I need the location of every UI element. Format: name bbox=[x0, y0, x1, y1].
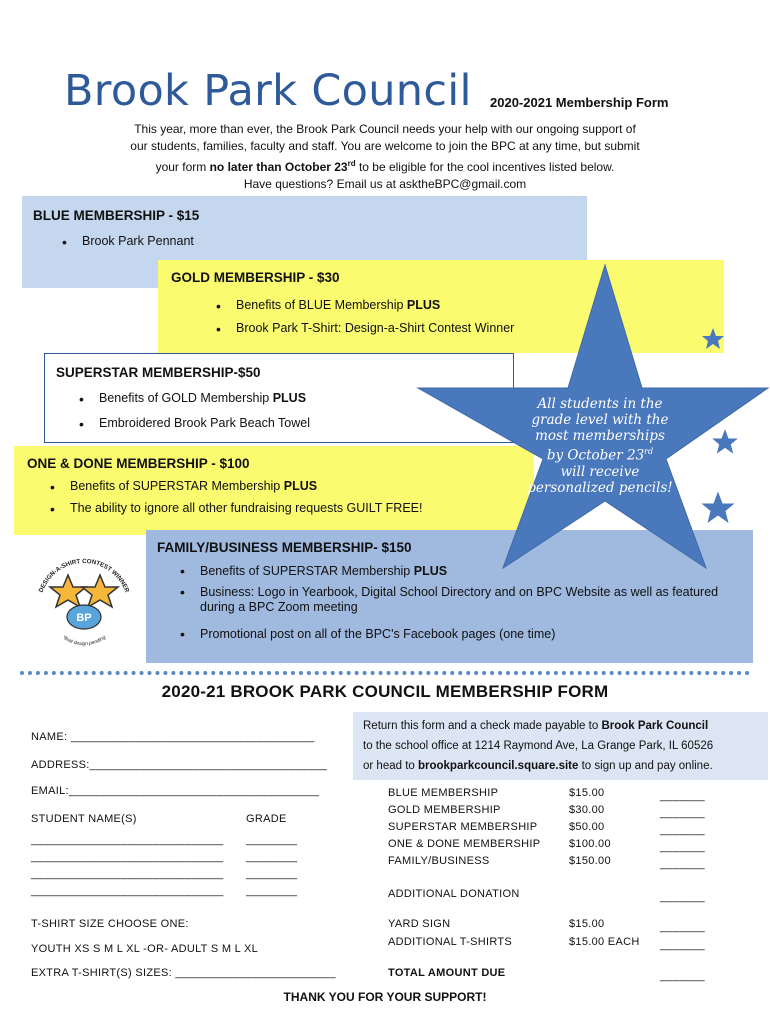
gold-membership-title: GOLD MEMBERSHIP - $30 bbox=[171, 270, 340, 285]
price: $100.00 bbox=[569, 838, 611, 850]
star-incentive-text: All students in the grade level with the most memberships by October 23rd will receive personalized pencils! bbox=[527, 396, 673, 496]
list-item: • Embroidered Brook Park Beach Towel bbox=[77, 416, 310, 430]
intro-line: This year, more than ever, the Brook Park Council needs your help with our ongoing support of bbox=[134, 122, 636, 136]
list-item: GOLD MEMBERSHIP bbox=[388, 804, 501, 816]
list-item: • Brook Park Pennant bbox=[60, 234, 194, 248]
form-title: 2020-21 BROOK PARK COUNCIL MEMBERSHIP FORM bbox=[161, 682, 609, 701]
onedone-membership-title: ONE & DONE MEMBERSHIP - $100 bbox=[27, 456, 250, 471]
yard-sign-label: YARD SIGN bbox=[388, 918, 451, 930]
small-star-icon bbox=[701, 327, 725, 351]
badge-star-icon bbox=[50, 575, 86, 607]
amount-field: _______ bbox=[660, 824, 705, 836]
price: $15.00 bbox=[569, 787, 605, 799]
small-star-icon bbox=[700, 490, 736, 526]
superstar-benefits-list bbox=[77, 391, 310, 441]
grade-label: GRADE bbox=[246, 813, 287, 825]
contest-winner-badge bbox=[28, 555, 140, 650]
list-item: • Benefits of BLUE Membership PLUS bbox=[214, 298, 514, 312]
amount-field: _______ bbox=[660, 858, 705, 870]
additional-tshirts-label: ADDITIONAL T-SHIRTS bbox=[388, 936, 513, 948]
page-title: Brook Park Council bbox=[64, 66, 472, 116]
small-star-icon bbox=[678, 405, 700, 427]
price: $30.00 bbox=[569, 804, 605, 816]
grade-field[interactable]: ________ bbox=[246, 834, 298, 846]
intro-line: your form no later than October 23rd to be eligible for the cool incentives listed below. bbox=[155, 159, 615, 174]
yard-sign-amount-field[interactable]: _______ bbox=[660, 921, 705, 933]
list-item: • Promotional post on all of the BPC's Facebook pages (one time) bbox=[178, 627, 738, 642]
tshirt-amount-field[interactable]: _______ bbox=[660, 939, 705, 951]
student-name-field[interactable]: ______________________________ bbox=[31, 868, 224, 880]
membership-prices bbox=[569, 785, 611, 870]
student-name-field[interactable]: ______________________________ bbox=[31, 885, 224, 897]
student-names-label: STUDENT NAME(S) bbox=[31, 813, 137, 825]
list-item: • Benefits of GOLD Membership PLUS bbox=[77, 391, 310, 405]
list-item: • Benefits of SUPERSTAR Membership PLUS bbox=[48, 479, 422, 493]
blue-membership-title: BLUE MEMBERSHIP - $15 bbox=[33, 208, 200, 223]
badge-bottom-text: *final design pending bbox=[61, 634, 107, 648]
donation-amount-field[interactable]: _______ bbox=[660, 891, 705, 903]
price: $50.00 bbox=[569, 821, 605, 833]
family-benefits-list bbox=[178, 564, 738, 648]
badge-top-text: DESIGN-A-SHIRT CONTEST WINNER bbox=[37, 557, 131, 594]
membership-labels bbox=[388, 785, 540, 870]
total-label: TOTAL AMOUNT DUE bbox=[388, 967, 506, 979]
student-name-field[interactable]: ______________________________ bbox=[31, 851, 224, 863]
list-item: SUPERSTAR MEMBERSHIP bbox=[388, 821, 538, 833]
list-item: • The ability to ignore all other fundraising requests GUILT FREE! bbox=[48, 501, 422, 515]
amount-field: _______ bbox=[660, 807, 705, 819]
badge-star-icon bbox=[82, 575, 118, 607]
thank-you-text: THANK YOU FOR YOUR SUPPORT! bbox=[283, 990, 487, 1004]
name-field[interactable]: NAME: ______________________________________ bbox=[31, 731, 315, 743]
badge-center-text: BP bbox=[76, 612, 92, 624]
price: $150.00 bbox=[569, 855, 611, 867]
address-field[interactable]: ADDRESS:_____________________________________ bbox=[31, 759, 328, 771]
intro-line: our students, families, faculty and staff. You are welcome to join the BPC at any time, but submit bbox=[130, 139, 640, 153]
onedone-benefits-list bbox=[48, 479, 422, 523]
list-item: • Brook Park T-Shirt: Design-a-Shirt Contest Winner bbox=[214, 321, 514, 335]
tshirt-price: $15.00 EACH bbox=[569, 936, 640, 948]
tshirt-choose-label: T-SHIRT SIZE CHOOSE ONE: bbox=[31, 918, 189, 930]
amount-field: _______ bbox=[660, 790, 705, 802]
superstar-membership-title: SUPERSTAR MEMBERSHIP-$50 bbox=[56, 365, 261, 380]
form-subtitle: 2020-2021 Membership Form bbox=[490, 95, 669, 110]
yard-sign-price: $15.00 bbox=[569, 918, 605, 930]
amount-blanks[interactable] bbox=[660, 788, 705, 873]
list-item: ONE & DONE MEMBERSHIP bbox=[388, 838, 541, 850]
return-instructions: Return this form and a check made payable to Brook Park Council to the school office at 1214 Raymond Ave, La Grange Park, IL 60526 or head to brookparkcouncil.square.site to sign up and pay online. bbox=[353, 712, 768, 780]
dotted-divider bbox=[20, 671, 750, 675]
grade-field[interactable]: ________ bbox=[246, 851, 298, 863]
tshirt-sizes[interactable]: YOUTH XS S M L XL -OR- ADULT S M L XL bbox=[31, 943, 259, 955]
blue-benefits-list bbox=[60, 234, 194, 248]
family-membership-title: FAMILY/BUSINESS MEMBERSHIP- $150 bbox=[157, 540, 412, 555]
additional-donation-label: ADDITIONAL DONATION bbox=[388, 888, 520, 900]
list-item: FAMILY/BUSINESS bbox=[388, 855, 490, 867]
extra-tshirt-field[interactable]: EXTRA T-SHIRT(S) SIZES: _________________________ bbox=[31, 967, 336, 979]
email-field[interactable]: EMAIL:_______________________________________ bbox=[31, 785, 320, 797]
grade-field[interactable]: ________ bbox=[246, 868, 298, 880]
list-item: BLUE MEMBERSHIP bbox=[388, 787, 499, 799]
grade-field[interactable]: ________ bbox=[246, 885, 298, 897]
list-item: • Business: Logo in Yearbook, Digital School Directory and on BPC Website as well as featured during a BPC Zoom meeting bbox=[178, 585, 738, 615]
list-item: • Benefits of SUPERSTAR Membership PLUS bbox=[178, 564, 738, 579]
small-star-icon bbox=[711, 428, 739, 456]
student-name-field[interactable]: ______________________________ bbox=[31, 834, 224, 846]
amount-field: _______ bbox=[660, 841, 705, 853]
intro-line: Have questions? Email us at asktheBPC@gmail.com bbox=[243, 177, 527, 191]
intro-paragraph bbox=[90, 121, 680, 193]
total-amount-field[interactable]: _______ bbox=[660, 970, 705, 982]
